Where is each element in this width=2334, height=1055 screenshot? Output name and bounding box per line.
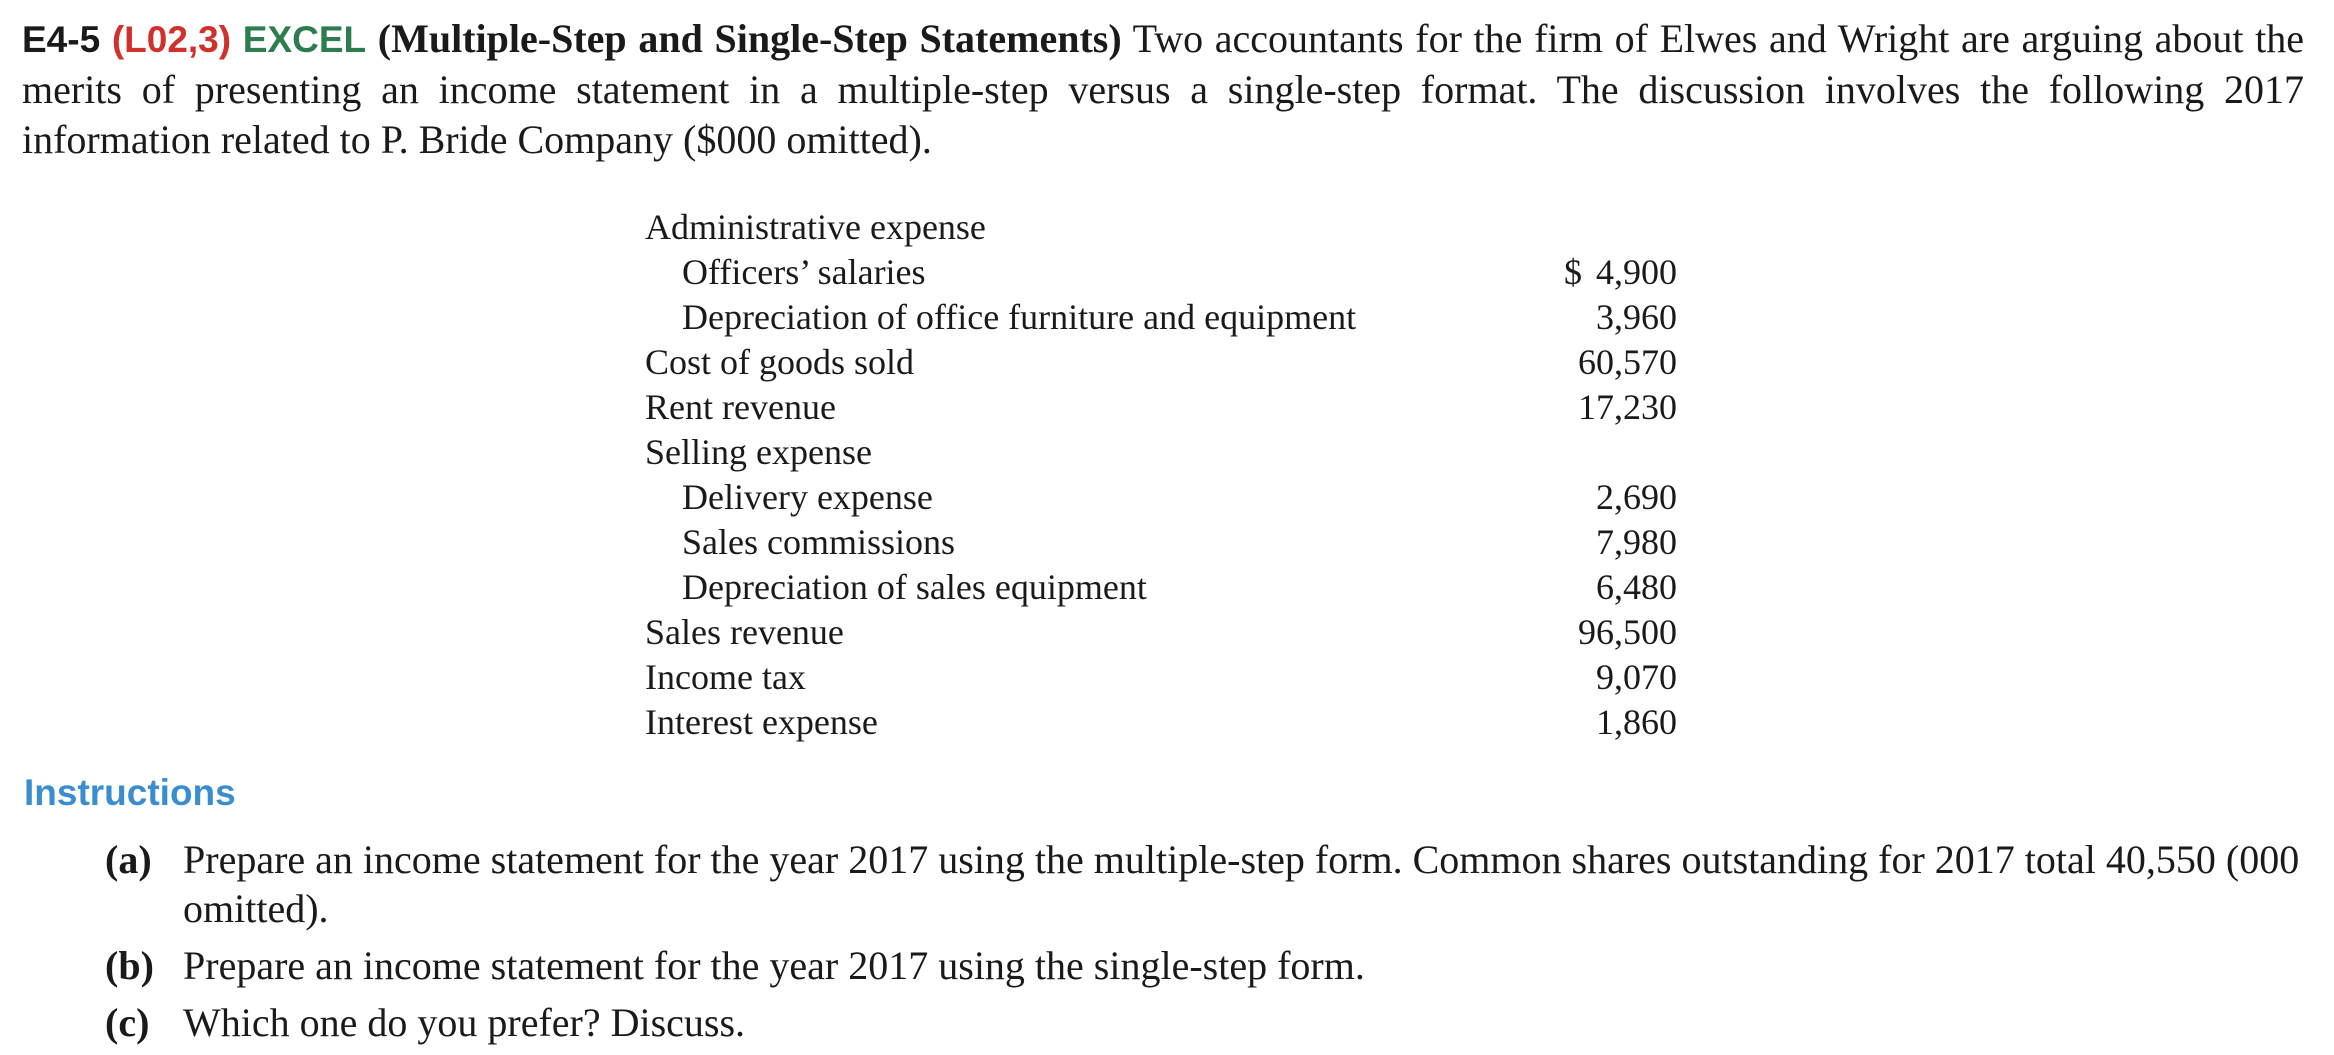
- instructions-heading: Instructions: [24, 772, 236, 813]
- item-label: Administrative expense: [645, 207, 986, 247]
- instruction-text: Prepare an income statement for the year 2017 using the multiple-step form. Common shares outstanding for 2017 total 40,550 (000 omitted).: [183, 837, 2300, 931]
- item-label: Depreciation of sales equipment: [682, 567, 1147, 607]
- instruction-text: Which one do you prefer? Discuss.: [183, 1000, 746, 1045]
- table-row: [645, 295, 1685, 340]
- item-amount: 96,500: [1578, 612, 1677, 652]
- item-amount: 2,690: [1596, 477, 1677, 517]
- table-row: [645, 475, 1685, 520]
- item-amount: 60,570: [1578, 342, 1677, 382]
- item-label: Sales revenue: [645, 612, 844, 652]
- dollar-sign: $: [1564, 252, 1582, 292]
- table-row: [645, 340, 1685, 385]
- instruction-letter: (a): [105, 837, 152, 882]
- problem-statement: [22, 14, 2304, 165]
- table-row: [645, 205, 1685, 250]
- item-label: Rent revenue: [645, 387, 836, 427]
- instruction-letter: (c): [105, 1000, 150, 1045]
- table-row: [645, 610, 1685, 655]
- instruction-item: [105, 835, 2305, 933]
- item-amount: 7,980: [1596, 522, 1677, 562]
- instruction-letter: (b): [105, 943, 154, 988]
- instruction-text: Prepare an income statement for the year 2017 using the single-step form.: [183, 943, 1365, 988]
- instruction-item: [105, 941, 2305, 990]
- financial-data-table: [645, 205, 1685, 745]
- item-amount: 3,960: [1596, 297, 1677, 337]
- item-amount: 17,230: [1578, 387, 1677, 427]
- item-label: Officers’ salaries: [682, 252, 926, 292]
- item-label: Income tax: [645, 657, 806, 697]
- table-row: [645, 385, 1685, 430]
- table-row: [645, 250, 1685, 295]
- learning-objectives: (L02,3): [111, 19, 232, 60]
- item-label: Sales commissions: [682, 522, 956, 562]
- item-amount: 6,480: [1596, 567, 1677, 607]
- excel-tag: EXCEL: [242, 19, 367, 60]
- item-label: Delivery expense: [682, 477, 933, 517]
- problem-body: Two accountants for the firm of Elwes and Wright are arguing about the merits of presenting an income statement in a multiple-step versus a single-step format. The discussion involves the following 2017 information related to P. Bride Company ($000 omitted).: [22, 16, 2305, 162]
- item-amount: $ 4,900: [1564, 252, 1677, 292]
- instruction-item: [105, 998, 2305, 1047]
- table-row: [645, 520, 1685, 565]
- instructions-list: [105, 835, 2305, 1055]
- item-amount: 9,070: [1596, 657, 1677, 697]
- problem-id: E4-5: [22, 19, 101, 60]
- item-label: Depreciation of office furniture and equipment: [682, 297, 1357, 337]
- table-row: [645, 655, 1685, 700]
- item-label: Selling expense: [645, 432, 872, 472]
- item-label: Cost of goods sold: [645, 342, 915, 382]
- table-row: [645, 565, 1685, 610]
- problem-title: (Multiple-Step and Single-Step Statements): [377, 16, 1122, 61]
- item-label: Interest expense: [645, 702, 878, 742]
- table-row: [645, 700, 1685, 745]
- table-row: [645, 430, 1685, 475]
- item-amount: 1,860: [1596, 702, 1677, 742]
